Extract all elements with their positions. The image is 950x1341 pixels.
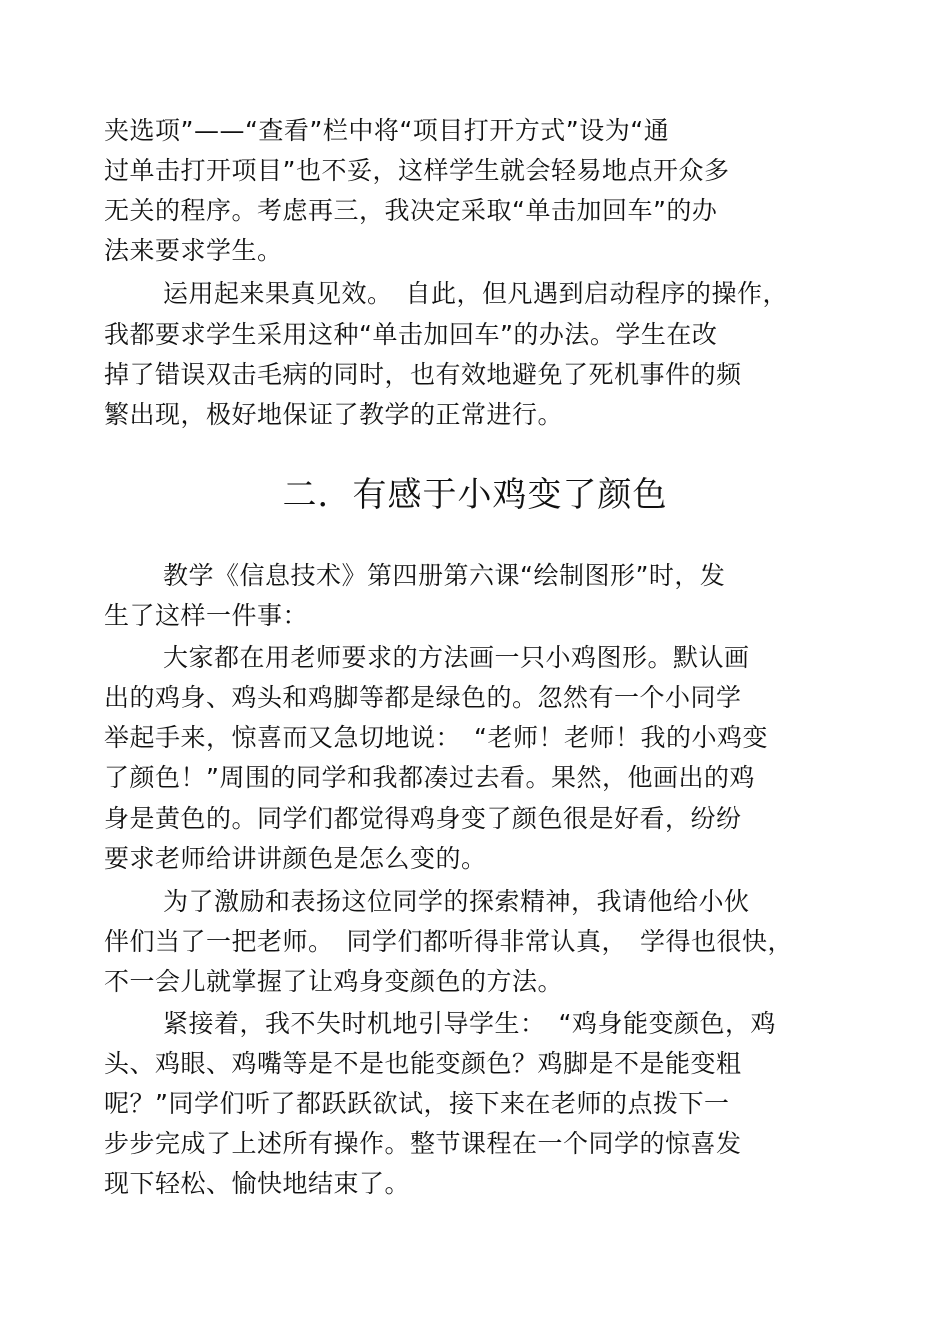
text-line: 紧接着，我不失时机地引导学生： “鸡身能变颜色，鸡 [163, 1009, 776, 1038]
text-line: 呢？”同学们听了都跃跃欲试，接下来在老师的点拨下一 [104, 1089, 730, 1118]
text-line: 出的鸡身、鸡头和鸡脚等都是绿色的。忽然有一个小同学 [104, 683, 742, 712]
text-line: 教学《信息技术》第四册第六课“绘制图形”时，发 [163, 561, 726, 590]
text-line: 大家都在用老师要求的方法画一只小鸡图形。默认画 [163, 643, 750, 672]
text-line: 掉了错误双击毛病的同时，也有效地避免了死机事件的频 [104, 360, 742, 389]
text-line: 过单击打开项目”也不妥，这样学生就会轻易地点开众多 [104, 156, 730, 185]
text-line: 步步完成了上述所有操作。整节课程在一个同学的惊喜发 [104, 1129, 742, 1158]
text-line: 无关的程序。考虑再三，我决定采取“单击加回车”的办 [104, 196, 718, 225]
text-line: 生了这样一件事： [104, 601, 309, 630]
section-heading: 二．有感于小鸡变了颜色 [282, 475, 668, 515]
text-line: 要求老师给讲讲颜色是怎么变的。 [104, 844, 487, 873]
text-line: 法来要求学生。 [104, 236, 283, 265]
text-line: 了颜色！”周围的同学和我都凑过去看。果然，他画出的鸡 [104, 763, 755, 792]
text-line: 我都要求学生采用这种“单击加回车”的办法。学生在改 [104, 320, 718, 349]
text-line: 举起手来，惊喜而又急切地说： “老师！老师！我的小鸡变 [104, 723, 768, 752]
text-line: 伴们当了一把老师。 同学们都听得非常认真， 学得也很快， [104, 927, 794, 956]
text-line: 繁出现，极好地保证了教学的正常进行。 [104, 400, 564, 429]
text-line: 身是黄色的。同学们都觉得鸡身变了颜色很是好看，纷纷 [104, 804, 742, 833]
text-line: 运用起来果真见效。 自此，但凡遇到启动程序的操作， [163, 279, 789, 308]
text-line: 不一会儿就掌握了让鸡身变颜色的方法。 [104, 967, 564, 996]
text-line: 头、鸡眼、鸡嘴等是不是也能变颜色？鸡脚是不是能变粗 [104, 1049, 742, 1078]
text-line: 夹选项”——“查看”栏中将“项目打开方式”设为“通 [104, 116, 670, 145]
text-line: 为了激励和表扬这位同学的探索精神，我请他给小伙 [163, 887, 750, 916]
text-line: 现下轻松、愉快地结束了。 [104, 1169, 411, 1198]
